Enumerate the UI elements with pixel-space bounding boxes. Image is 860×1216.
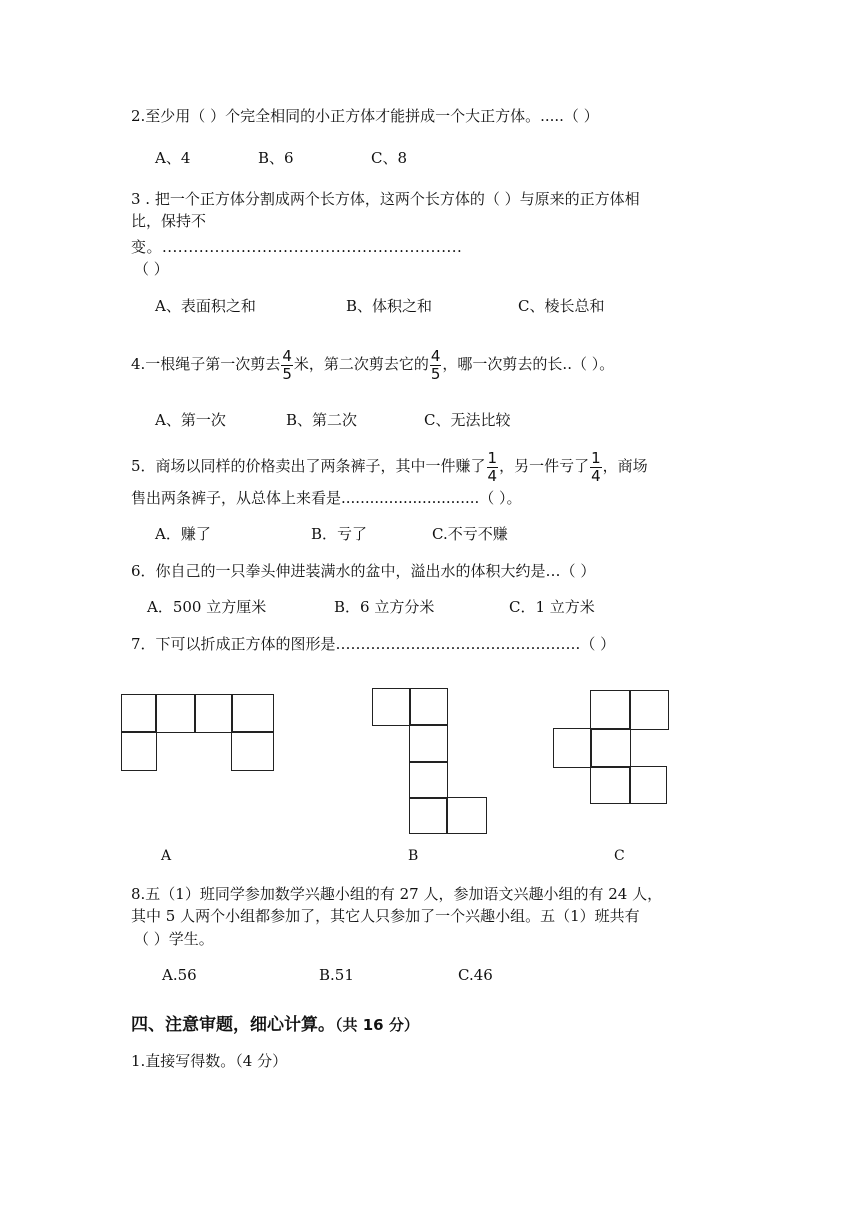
q6-text: 6．你自己的一只拳头伸进装满水的盆中，溢出水的体积大约是…（ ）	[131, 562, 596, 580]
q7-text: 7．下可以折成正方体的图形是………………………………………….（ ）	[131, 635, 616, 653]
q4-prefix: 4.一根绳子第一次剪去	[131, 355, 281, 373]
q4-mid: 米，第二次剪去它的	[293, 355, 429, 373]
q2-option-c: C、8	[371, 149, 408, 167]
section-4-title: 四、注意审题，细心计算。	[131, 1015, 335, 1035]
q3-option-a: A、表面积之和	[155, 297, 256, 315]
q5-frac1-den: 4	[487, 466, 498, 485]
q4-text	[131, 346, 614, 383]
q5-frac1-num: 1	[487, 448, 498, 467]
q3-line2: 比，保持不	[131, 212, 207, 230]
q5-mid: ，另一件亏了	[499, 457, 590, 475]
net-b-cell	[409, 688, 448, 726]
q5-option-b: B．亏了	[311, 525, 368, 543]
q4-option-c: C、无法比较	[424, 411, 511, 429]
q3-option-b: B、体积之和	[346, 297, 433, 315]
net-b-cell	[446, 797, 487, 834]
q6-option-b: B．6 立方分米	[334, 598, 435, 616]
q2-option-a: A、4	[155, 149, 191, 167]
q4-option-b: B、第二次	[286, 411, 358, 429]
part-1-text: 1.直接写得数。（4 分）	[131, 1052, 288, 1070]
net-c-cell	[629, 766, 667, 804]
net-label-b: B	[408, 848, 419, 864]
net-a-cell	[121, 731, 157, 771]
section-4-heading	[131, 1010, 419, 1035]
section-4-score: （共 16 分）	[335, 1016, 419, 1034]
q5-line2: 售出两条裤子，从总体上来看是.............................（ ）。	[131, 489, 522, 507]
q6-option-a: A．500 立方厘米	[147, 598, 267, 616]
net-a-cell	[194, 694, 233, 733]
q5-frac2-num: 1	[591, 448, 601, 467]
net-b-cell	[409, 797, 448, 834]
q4-suffix: ，哪一次剪去的长..（ ）。	[442, 355, 615, 373]
q2-option-b: B、6	[258, 149, 294, 167]
net-c-cell	[553, 728, 592, 768]
q5-frac2-den: 4	[591, 466, 601, 485]
q4-frac2-num: 4	[430, 346, 441, 365]
net-a-cell	[155, 694, 196, 733]
net-b-cell	[372, 688, 411, 726]
net-a-cell	[121, 694, 157, 733]
q6-option-c: C．1 立方米	[509, 598, 595, 616]
q8-line3: （ ）学生。	[134, 930, 214, 948]
q5-option-a: A．赚了	[155, 525, 211, 543]
q5-suffix: ，商场	[602, 457, 648, 475]
q5-prefix: 5．商场以同样的价格卖出了两条裤子，其中一件赚了	[131, 457, 486, 475]
q8-option-c: C.46	[458, 966, 493, 984]
net-c-cell	[590, 728, 631, 768]
q8-option-b: B.51	[319, 966, 354, 984]
q5-fraction-2	[590, 450, 602, 485]
q2-text: 2.至少用（ ）个完全相同的小正方体才能拼成一个大正方体。.....（ ）	[131, 107, 599, 125]
q3-line3: 变。.........................................................	[131, 238, 463, 256]
q5-option-c: C.不亏不赚	[432, 525, 508, 543]
net-b-cell	[409, 724, 448, 763]
q8-option-a: A.56	[162, 966, 197, 984]
net-c-cell	[590, 766, 631, 804]
q4-fraction-2	[430, 348, 442, 383]
q3-line4: （ ）	[134, 260, 169, 278]
net-c-cell	[590, 690, 631, 730]
net-a-cell	[231, 731, 274, 771]
q8-line1: 8.五（1）班同学参加数学兴趣小组的有 27 人，参加语文兴趣小组的有 24 人，	[131, 885, 663, 903]
q4-frac1-den: 5	[282, 364, 292, 383]
q5-fraction-1	[487, 450, 499, 485]
net-label-c: C	[614, 848, 625, 864]
net-b-cell	[409, 761, 448, 799]
net-a-cell	[231, 694, 274, 733]
q4-frac1-num: 4	[282, 346, 292, 365]
net-c-cell	[629, 690, 669, 730]
q3-line1: 3 . 把一个正方体分割成两个长方体，这两个长方体的（ ）与原来的正方体相	[131, 190, 640, 208]
q4-frac2-den: 5	[430, 364, 441, 383]
q5-line1	[131, 448, 648, 485]
q3-option-c: C、棱长总和	[518, 297, 605, 315]
q4-option-a: A、第一次	[155, 411, 226, 429]
q8-line2: 其中 5 人两个小组都参加了，其它人只参加了一个兴趣小组。五（1）班共有	[131, 907, 640, 925]
net-label-a: A	[161, 848, 172, 864]
q4-fraction-1	[281, 348, 293, 383]
